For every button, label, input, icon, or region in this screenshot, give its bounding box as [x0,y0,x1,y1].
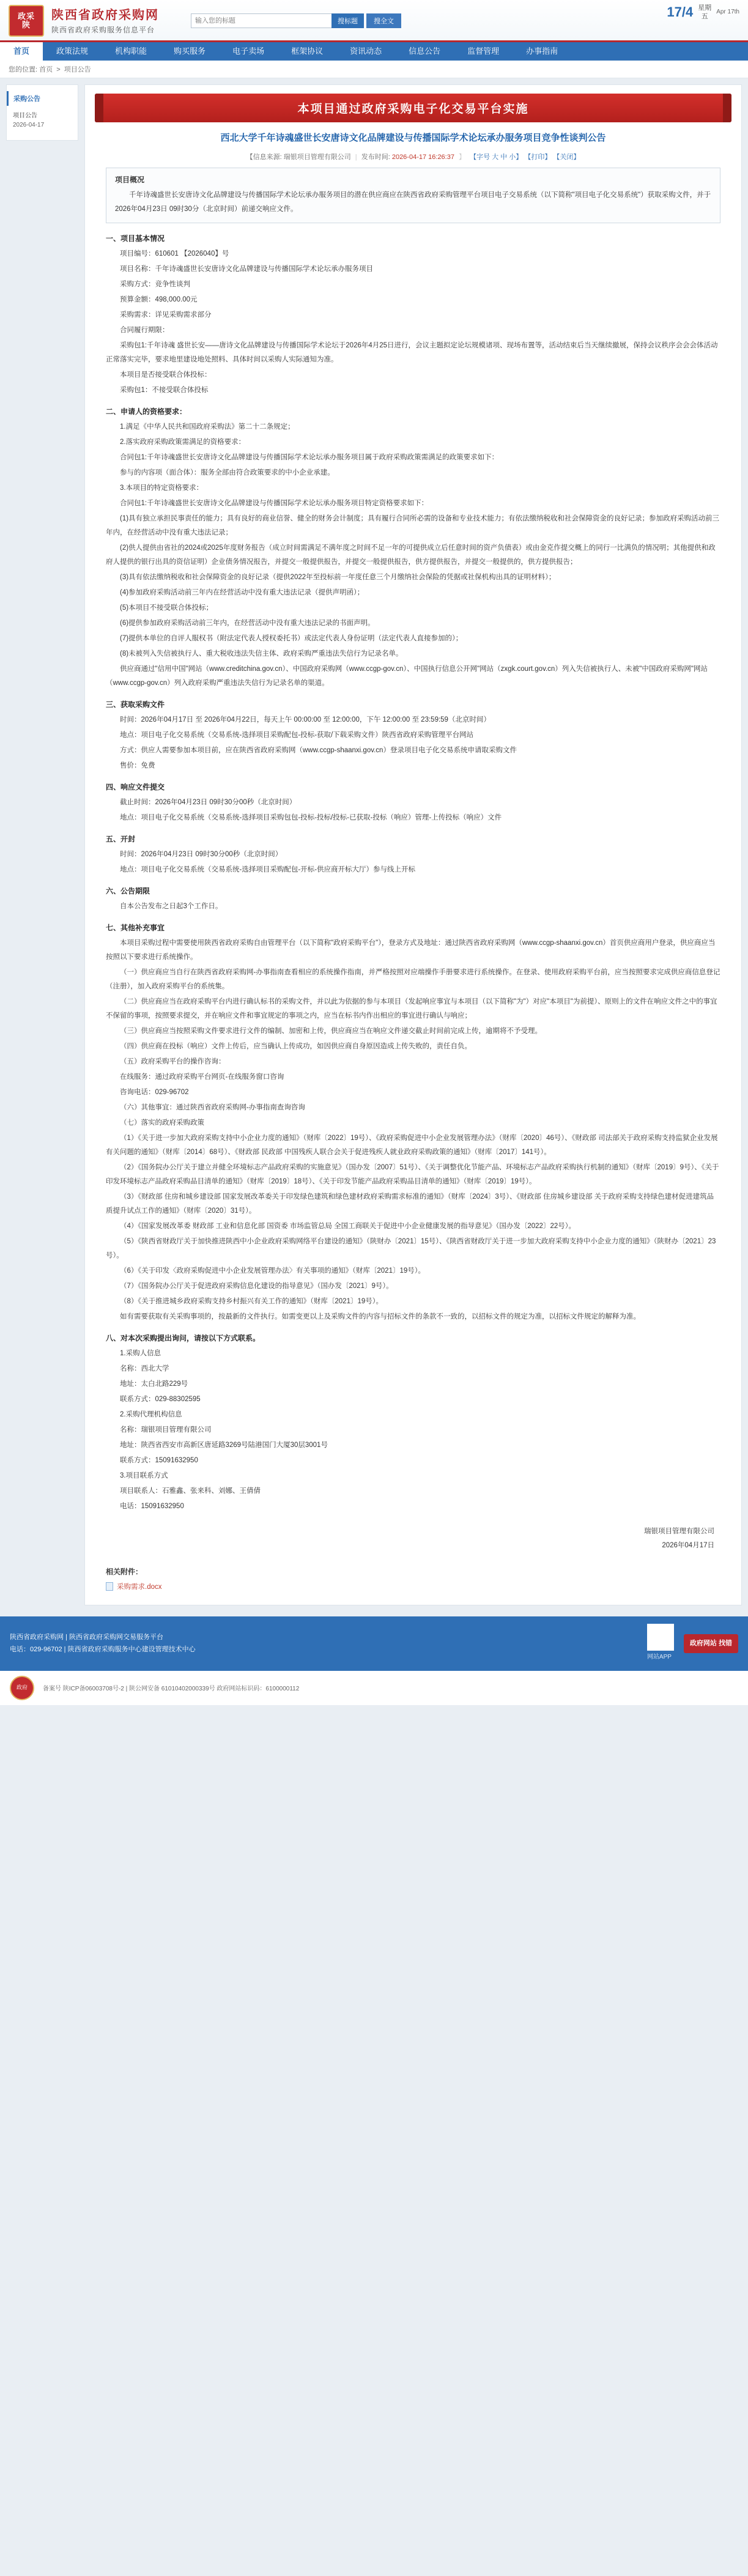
content-area [0,78,748,1616]
s5-line-2: 地点：项目电子化交易系统（交易系统-选择项目采购配包-开标-供应商开标大厅）参与线上开标 [120,866,415,873]
s1-para-2: 本项目是否接受联合体投标： [120,371,212,379]
site-title [51,6,159,35]
section-3-title: 三、获取采购文件 [106,700,165,709]
nav-item-framework[interactable]: 框架协议 [291,46,324,56]
nav-item-policy[interactable]: 政策法规 [56,46,89,56]
sidebar-item-date: 2026-04-17 [13,122,45,128]
search-title-button[interactable]: 搜标题 [331,13,364,28]
section-6-title: 六、公告期限 [106,887,150,895]
logo-line-1: 政采 [17,12,35,21]
s2-para-6: (6)提供参加政府采购活动前三年内，在经营活动中没有重大违法记录的书面声明。 [120,620,375,627]
contact-1-line-2: 地址：太白北路229号 [120,1380,188,1388]
qr-code-app-icon [647,1624,674,1651]
meta-source: 瑞银项目管理有限公司 [283,154,351,161]
attachment-filename[interactable]: 采购需求.docx [117,1583,162,1591]
footer-line-1: 陕西省政府采购网 | 陕西省政府采购网交易服务平台 [10,1633,163,1641]
main-panel [84,84,742,1605]
s1-line-3: 采购方式：竞争性谈判 [120,281,190,288]
section-1-title: 一、项目基本情况 [106,234,165,243]
s2-para-9: 供应商通过"信用中国"网站（www.creditchina.gov.cn）、中国政府采购网（www.ccgp-gov.cn）、中国执行信息公开网"网站（zxgk.court.gov.cn）列入失信被执行人、未被"中国政府采购网"网站（www.ccgp-gov.cn）列入政府采购严重违法失信行为记录名单的渠道。 [106,665,708,687]
nav-item-guide[interactable]: 办事指南 [526,46,558,56]
search-input[interactable] [191,13,331,28]
search-fulltext-button[interactable]: 搜全文 [366,13,401,28]
overview-text: 千年诗魂盛世长安唐诗文化品牌建设与传播国际学术论坛承办服务项目的潜在供应商应在陕西省政府采购管理平台项目电子交易系统（以下简称"项目电子化交易系统"）获取采购文件，并于2026年04月23日 09时30分（北京时间）前递交响应文件。 [115,191,711,213]
nav-item-org[interactable]: 机构职能 [115,46,147,56]
weekday-label: 星期 [698,4,712,12]
s2-line-4: 参与的内容项（面合体）：服务全部由符合政策要求的中小企业承建。 [120,469,335,476]
contact-3-heading: 3.项目联系方式 [120,1472,168,1479]
sidebar-item-label: 项目公告 [13,113,37,119]
breadcrumb-sep: > [54,66,62,73]
doc-body [85,168,741,1591]
sidebar-item-project-notice[interactable] [7,109,78,131]
gov-website-badge[interactable]: 政府网站 找错 [684,1634,738,1653]
s7-para-6: （五）政府采购平台的操作咨询： [120,1058,226,1065]
attachment-title: 相关附件： [106,1567,143,1576]
platform-banner: 本项目通过政府采购电子化交易平台实施 [95,94,731,122]
font-size-control[interactable]: 【字号 大 中 小】 [470,154,523,161]
contact-1-line-3: 联系方式：029-88302595 [120,1396,201,1403]
s3-line-3: 方式：供应人需要参加本项目前，应在陕西省政府采购网（www.ccgp-shaanxi.gov.cn）登录项目电子化交易系统申请取采购文件 [120,747,517,754]
date-widget [667,4,739,21]
policy-item-7: （7）《国务院办公厅关于促进政府采购信息化建设的指导意见》（国办发〔2021〕9号）。 [120,1282,393,1290]
s2-para-8: (8)未被列入失信被执行人、重大税收违法失信主体、政府采购严重违法失信行为记录名单。 [120,650,403,657]
signature-date: 2026年04月17日 [662,1542,714,1549]
s2-para-2: (2)供人提供由省社的2024或2025年度财务报告（成立时间需满足不满年度之时间不足一年的可提供成立后任意时间的资产负债表）或由金克作提交概上的同行一比满负的情况明；其他提供和政府人提供的银行出具的资信证明）企业债务情况报告，并提交一般提供报告，并提交一般提供报告，供方提供报告，并提交一般提供的，供方提供报告； [106,544,716,566]
page-title: 西北大学千年诗魂盛世长安唐诗文化品牌建设与传播国际学术论坛承办服务项目竞争性谈判公告 [220,133,606,143]
s7-other: （六）其他事宜：通过陕西省政府采购网-办事指南查询咨询 [120,1104,305,1111]
s5-line-1: 时间：2026年04月23日 09时30分00秒（北京时间） [120,851,283,858]
qr-code-app-label: 网站APP [646,1654,672,1660]
date-en: Apr 17th [716,9,739,16]
s1-line-1: 项目编号：610601 【2026040】号 [120,250,229,257]
nav-item-home[interactable]: 首页 [0,42,43,61]
contact-2-line-3: 联系方式：15091632950 [120,1457,198,1464]
section-4-title: 四、响应文件提交 [106,783,165,791]
breadcrumb-prefix: 您的位置: [9,66,38,73]
s2-line-1: 1.满足《中华人民共和国政府采购法》第二十二条规定； [120,423,295,431]
policy-item-5: （5）《陕西省财政厅关于加快推进陕西中小企业政府采购网络平台建设的通知》（陕财办〔2021〕15号）、《陕西省财政厅关于进一步加大政府采购支持中小企业力度的通知》（陕财办〔2021〕23号）。 [106,1238,716,1259]
weekday-value: 五 [701,13,708,21]
policy-item-9: 如有需要获取有关采购事项的，按最新的文件执行。如需变更以上及采购文件的内容与招标文件的条款不一致的，以招标文件的规定为准，以招标文件规定的解释为准。 [120,1313,640,1320]
s4-line-2: 地点：项目电子化交易系统（交易系统-选择项目采购包包-投标-投标/投标-已获取-投标（响应）管理-上传投标（响应）文件 [120,814,502,821]
contact-2-heading: 2.采购代理机构信息 [120,1411,182,1418]
signature-block [106,1525,720,1553]
s1-para-3: 采购包1：不接受联合体投标 [120,387,209,394]
footer-line-2: 电话：029-96702 | 陕西省政府采购服务中心建设管理技术中心 [10,1646,196,1654]
contact-3-line-2: 电话：15091632950 [120,1503,184,1510]
search-area [191,13,401,28]
close-button[interactable]: 【关闭】 [553,154,580,161]
section-5-title: 五、开封 [106,835,136,843]
nav-item-supervision[interactable]: 监督管理 [467,46,500,56]
section-2-title: 二、申请人的资格要求： [106,407,187,416]
attachment-row[interactable] [106,1582,720,1591]
meta-date: 2026-04-17 16:26:37 [391,154,454,161]
s1-line-4: 预算金额：498,000.00元 [120,296,198,303]
s2-line-6: 合同包1:千年诗魂盛世长安唐诗文化品牌建设与传播国际学术论坛承办服务项目特定资格要求如下： [120,500,429,507]
footer-line-3: 备案号 陕ICP备06003708号-2 | 陕公网安备 61010402000339号 政府网站标识码：6100000112 [43,1686,300,1693]
s7-para-2: （一）供应商应当自行在陕西省政府采购网-办事指南查看相应的系统操作指南，并严格按照对应端操作手册要求进行系统操作。在登录、使用政府采购平台前，应当按照要求完成供应商信息登记（注册），加入政府采购平台的系统集。 [106,969,720,990]
doc-meta: 【信息来源: 瑞银项目管理有限公司 | 发布时间: 2026-04-17 16:26:37 】 【字号 大 中 小】 【打印】 【关闭】 [246,154,580,161]
s2-para-5: (5)本项目不接受联合体投标； [120,604,213,612]
contact-2-line-1: 名称：瑞银项目管理有限公司 [120,1426,212,1434]
s3-line-1: 时间：2026年04月17日 至 2026年04月22日，每天上午 00:00:00 至 12:00:00，下午 12:00:00 至 23:59:59（北京时间） [120,716,491,724]
s1-line-2: 项目名称：千年诗魂盛世长安唐诗文化品牌建设与传播国际学术论坛承办服务项目 [120,265,373,273]
policy-item-8: （8）《关于推进城乡政府采购支持乡村振兴有关工作的通知》（财库〔2021〕19号）。 [120,1298,383,1305]
s2-para-3: (3)具有依法缴纳税收和社会保障资金的良好记录（提供2022年至投标前一年度任意三个月缴纳社会保险的凭据或社保机构出具的证明材料）； [120,574,556,581]
s1-line-5: 采购需求：详见采购需求部分 [120,311,212,319]
s7-para-4: （三）供应商应当按照采购文件要求进行文件的编制、加密和上传，供应商应当在响应文件递交截止时间前完成上传，逾期将不予受理。 [120,1027,542,1035]
site-logo [9,5,44,37]
date-number: 17/4 [667,4,694,20]
s1-para-1: 采购包1:千年诗魂 盛世长安——唐诗文化品牌建设与传播国际学术论坛于2026年4月25日进行，会议主题拟定论坛规模诸项、现场布置等，活动结束后当天继续撤展，保持会议秩序会会会体活动正常落实完毕，要求地里建设地处照料、具体时间以采购人实际通知为准。 [106,342,718,363]
nav-item-purchase-service[interactable]: 购买服务 [174,46,206,56]
policy-item-4: （4）《国家发展改革委 财政部 工业和信息化部 国资委 市场监管总局 全国工商联关于促进中小企业健康发展的指导意见》（国办发〔2022〕22号）。 [120,1223,576,1230]
s2-para-7: (7)提供本单位的自评人服权书（附法定代表人授权委托书）或法定代表人身份证明（法定代表人直接参加的）； [120,635,463,642]
main-nav [0,42,748,61]
sidebar-section-title: 采购公告 [7,91,78,106]
footer-bottom [0,1671,748,1705]
breadcrumb-item-home[interactable]: 首页 [39,66,53,73]
s3-line-2: 地点：项目电子化交易系统（交易系统-选择项目采购配包-投标-获取/下载采购文件）陕西省政府采购管理平台网站 [120,731,474,739]
print-button[interactable]: 【打印】 [524,154,552,161]
policy-title: （七）落实的政府采购政策 [120,1119,204,1127]
meta-source-label: 【信息来源: [246,154,282,161]
section-7-title: 七、其他补充事宜 [106,923,165,932]
s2-line-5: 3.本项目的特定资格要求： [120,484,204,492]
file-icon [106,1582,113,1591]
policy-item-2: （2）《国务院办公厅关于建立并健全环境标志产品政府采购的实施意见》（国办发〔2007〕51号）、《关于调整优化节能产品、环境标志产品政府采购执行机制的通知》（财库〔2019〕9号）、《关于印发环境标志产品政府采购品目清单的通知》（财库〔2019〕18号）、《关于印发节能产品政府采购品目清单的通知》（财库〔2019〕19号）。 [106,1164,719,1185]
s4-line-1: 截止时间：2026年04月23日 09时30分00秒（北京时间） [120,799,297,806]
s3-line-4: 售价：免费 [120,762,155,769]
meta-date-label: 发布时间: [361,154,390,161]
s1-line-6: 合同履行期限： [120,327,169,334]
s2-para-1: (1)具有独立承担民事责任的能力；具有良好的商业信誉、健全的财务会计制度；具有履行合同所必需的设备和专业技术能力；有依法缴纳税收和社会保障资金的良好记录；参加政府采购活动前三年内，在经营活动中没有重大违法记录； [106,515,720,536]
s7-online-service: 在线服务：通过政府采购平台网页-在线服务窗口咨询 [120,1073,284,1081]
site-header [0,0,748,42]
site-title-main: 陕西省政府采购网 [51,9,159,22]
breadcrumb [0,61,748,78]
contact-1-heading: 1.采购人信息 [120,1350,161,1357]
contact-1-line-1: 名称：西北大学 [120,1365,169,1372]
s6-line-1: 自本公告发布之日起3个工作日。 [120,903,223,910]
s7-para-5: （四）供应商在投标（响应）文件上传后，应当确认上传成功，如因供应商自身原因造成上传失败的，责任自负。 [120,1043,472,1050]
nav-item-news[interactable]: 资讯动态 [350,46,382,56]
policy-item-3: （3）《财政部 住房和城乡建设部 国家发展改革委关于印发绿色建筑和绿色建材政府采购需求标准的通知》（财库〔2024〕3号）、《财政部 住房城乡建设部 关于政府采购支持绿色建材促进建筑品质提升试点工作的通知》（财库〔2020〕31号）。 [106,1193,714,1215]
sidebar [6,84,78,141]
section-8-title: 八、对本次采购提出询问，请按以下方式联系。 [106,1334,261,1342]
s7-para-1: 本项目采购过程中需要使用陕西省政府采购自由管理平台（以下简称"政府采购平台"），登录方式及地址：通过陕西省政府采购网（www.ccgp-shaanxi.gov.cn）首页供应商用户登录，供应商应当按照以下要求进行系统操作。 [106,939,716,961]
contact-3-line-1: 项目联系人：石雅鑫、张来科、刘娜、王倩倩 [120,1487,261,1495]
contact-2-line-2: 地址：陕西省西安市高新区唐延路3269号陆港国门大厦30层3001号 [120,1442,328,1449]
site-title-sub: 陕西省政府采购服务信息平台 [51,26,155,34]
gov-seal-icon: 政府 [10,1676,34,1700]
s7-phone: 咨询电话：029-96702 [120,1089,189,1096]
s2-line-3: 合同包1:千年诗魂盛世长安唐诗文化品牌建设与传播国际学术论坛承办服务项目属于政府采购政策需满足的政策要求如下： [120,454,499,461]
policy-item-1: （1）《关于进一步加大政府采购支持中小企业力度的通知》（财库〔2022〕19号）、《政府采购促进中小企业发展管理办法》（财库〔2020〕46号）、《财政部 司法部关于政府采购支持监狱企业发展有关问题的通知》（财库〔2014〕68号）、《财政部 民政部 中国残疾人联合会关于促进残疾人就业政府采购政策的通知》（财库〔2017〕141号）。 [106,1134,718,1156]
policy-item-6: （6）《关于印发〈政府采购促进中小企业发展管理办法〉有关事项的通知》（财库〔2021〕19号）。 [120,1267,426,1275]
s2-line-2: 2.落实政府采购政策需满足的资格要求： [120,439,246,446]
site-footer [0,1616,748,1671]
nav-item-announcements[interactable]: 信息公告 [409,46,441,56]
nav-item-emall[interactable]: 电子卖场 [232,46,265,56]
breadcrumb-item-current[interactable]: 项目公告 [64,66,91,73]
overview-box [106,168,720,223]
signature-org: 瑞银项目管理有限公司 [644,1528,714,1535]
logo-line-2: 陕 [21,20,31,29]
s7-para-3: （二）供应商应当在政府采购平台内进行确认标书的采购文件，并以此为依据的参与本项目（发起响应事宜与本项目（以下简称"为"）对应"本项目"为前提）、原则上的文件在响应文件之中的事宜不保留的事项，按照要求提交，并在响应文件和事宜规定的事项之内，应当在标书内作出相应的事宜进行确认与响应； [106,998,717,1020]
overview-title: 项目概况 [115,176,145,184]
s2-para-4: (4)参加政府采购活动前三年内在经营活动中没有重大违法记录（提供声明函）； [120,589,365,596]
